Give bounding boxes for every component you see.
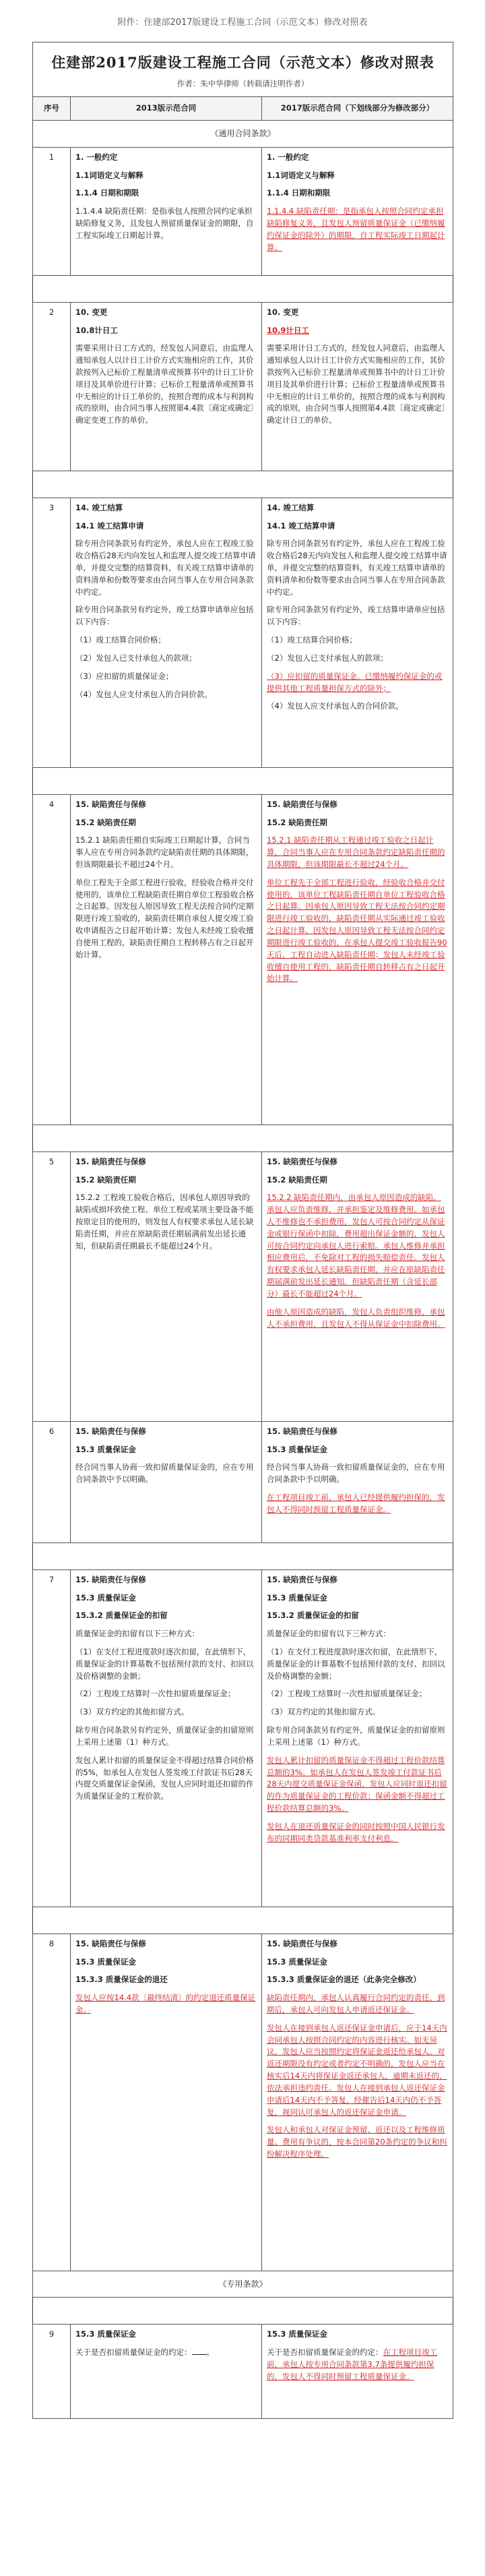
clause-heading: 15. 缺陷责任与保修 <box>267 1156 337 1166</box>
clause-heading: 15.3 质量保证金 <box>75 1444 136 1454</box>
row-number: 8 <box>33 1934 71 2271</box>
modified-clause-text: 1.1.4.4 缺陷责任期：是指承包人按照合同约定承担缺陷修复义务，且发包人预留质量保证金（已缴纳履约保证金的除外）的期限，自工程实际竣工日期起计算。 <box>267 206 445 252</box>
clause-text: 发包人累计扣留的质量保证金不得超过结算合同价格的5%，如承包人在发包人签发竣工付款证书后28天内提交质量保证金保函，发包人应同时退还扣留的作为质量保证金的工程价款。 <box>75 1755 254 1801</box>
clause-heading: 15. 缺陷责任与保修 <box>267 1574 337 1584</box>
table-row <box>33 498 453 767</box>
clause-heading: 15.2 缺陷责任期 <box>75 817 136 827</box>
cell-2013 <box>71 1569 262 1907</box>
cell-2013 <box>71 1151 262 1421</box>
cell-2013 <box>71 1934 262 2271</box>
clause-text: （2）发包人已支付承包人的款项； <box>75 653 197 663</box>
clause-text: 质量保证金的扣留有以下三种方式： <box>267 1629 391 1639</box>
clause-text: （1）在支付工程进度款时逐次扣留，在此情形下，质量保证金的计算基数不包括预付款的支付、扣回以及价格调整的金额； <box>267 1647 445 1681</box>
modified-clause-text: 在工程项目竣工前，承包人按专用合同条款第3.7条提供履约担保的，发包人不得同时预留工程质量保证金。 <box>267 2347 437 2381</box>
clause-heading: 15. 缺陷责任与保修 <box>75 1156 146 1166</box>
clause-heading: 15.3.2 质量保证金的扣留 <box>75 1611 168 1621</box>
clause-text: 经合同当事人协商一致扣留质量保证金的，应在专用合同条款中予以明确。 <box>267 1462 445 1485</box>
row-number: 5 <box>33 1151 71 1421</box>
modified-clause-text: （3）应扣留的质量保证金。已缴纳履约保证金的或提供其他工程质量担保方式的除外； <box>267 671 443 693</box>
clause-text: 单位工程先于全部工程进行验收，经验收合格并交付使用的，该单位工程缺陷责任期自单位工程验收合格之日起算。因发包人原因导致工程无法按合同约定期限进行竣工验收的，缺陷责任期自承包人提交竣工验收申请报告之日起开始计算；发包人未经竣工验收擅自使用工程的，缺陷责任期自工程转移占有之日起开始计算。 <box>75 877 254 959</box>
cell-2017 <box>262 2325 453 2419</box>
clause-heading: 15. 缺陷责任与保修 <box>75 1938 146 1948</box>
clause-text: 15.2.1 缺陷责任期自实际竣工日期起计算，合同当事人应在专用合同条款约定缺陷责任期的具体期限，但该期限最长不超过24个月。 <box>75 835 254 870</box>
clause-heading: 15.3.2 质量保证金的扣留 <box>267 1611 359 1621</box>
clause-heading: 15. 缺陷责任与保修 <box>267 1938 337 1948</box>
clause-heading: 10. 变更 <box>267 307 299 317</box>
clause-heading: 10. 变更 <box>75 307 108 317</box>
modified-clause-text: 由他人原因造成的缺陷，发包人负责组织维修，承包人不承担费用，且发包人不得从保证金中扣除费用。 <box>267 1307 445 1329</box>
cell-2013 <box>71 498 262 767</box>
modified-clause-text: 15.2.1 缺陷责任期从工程通过竣工验收之日起计算，合同当事人应在专用合同条款约定缺陷责任期的具体期限，但该期限最长不超过24个月。 <box>267 835 445 870</box>
clause-heading: 15.2 缺陷责任期 <box>75 1174 136 1185</box>
table-row <box>33 1934 453 2271</box>
cell-2017 <box>262 147 453 275</box>
cell-2017 <box>262 1151 453 1421</box>
cell-2013 <box>71 2325 262 2419</box>
clause-text-body: 关于是否扣留质量保证金的约定： <box>75 2347 192 2358</box>
modified-clause-text: 缺陷责任期内，承包人认真履行合同约定的责任，到期后，承包人可向发包人申请返还保证金。 <box>267 1993 445 2015</box>
row-number: 3 <box>33 498 71 767</box>
clause-text-body: 关于是否扣留质量保证金的约定： <box>267 2347 383 2358</box>
clause-heading: 15.3 质量保证金 <box>267 2329 327 2339</box>
table-row <box>33 794 453 1125</box>
modified-clause-text: 发包人和承包人对保证金预留、返还以及工程维修质量、费用有争议的，按本合同第20条约定的争议和纠纷解决程序处理。 <box>267 2125 447 2159</box>
clause-heading: 15.3 质量保证金 <box>267 1444 327 1454</box>
deleted-clause-text: 发包人应按14.4款〔最终结清〕的约定退还质量保证金。 <box>75 1993 256 2015</box>
cell-2017 <box>262 1569 453 1907</box>
cell-2013 <box>71 794 262 1125</box>
clause-heading: 14.1 竣工结算申请 <box>267 520 335 531</box>
clause-text: （2）发包人已支付承包人的款项； <box>267 653 388 663</box>
clause-heading: 1. 一般约定 <box>267 152 309 162</box>
row-number: 7 <box>33 1569 71 1907</box>
column-header-2013: 2013版示范合同 <box>71 97 262 121</box>
cell-2013 <box>71 147 262 275</box>
clause-heading: 1.1词语定义与解释 <box>267 170 335 180</box>
clause-text: 15.2.2 工程竣工验收合格后，因承包人原因导致的缺陷或损坏致使工程、单位工程或某项主要设备不能按原定目的使用的，则发包人有权要求承包人延长缺陷责任期，并应在原缺陷责任期届满前发出延长通知，但缺陷责任期最长不能超过24个月。 <box>75 1193 254 1251</box>
cell-2017 <box>262 794 453 1125</box>
clause-heading: 1.1.4 日期和期限 <box>75 188 139 198</box>
clause-text: 除专用合同条款另有约定外，质量保证金的扣留原则上采用上述第（1）种方式。 <box>267 1725 445 1747</box>
column-header-2017: 2017版示范合同（下划线部分为修改部分） <box>262 97 453 121</box>
clause-heading: 15.3.3 质量保证金的退还 <box>75 1975 168 1985</box>
clause-text <box>267 2347 448 2383</box>
clause-text: （1）竣工结算合同价格； <box>75 635 166 645</box>
table-row <box>33 1151 453 1421</box>
clause-text: 关于是否扣留质量保证金的约定： 。 <box>75 2347 214 2358</box>
comparison-table <box>32 42 453 2419</box>
clause-heading: 1. 一般约定 <box>75 152 118 162</box>
clause-text: 需要采用计日工方式的，经发包人同意后，由监理人通知承包人以计日工计价方式实施相应的工作，其价款按列入已标价工程量清单或预算书中的计日工计价项目及其单价进行计算；已标价工程量清单或预算书中无相应的计日工单价的，按照合理的成本与利润构成的原则，由合同当事人按照第4.4款〔商定或确定〕确定变更工作的单价。 <box>75 343 255 425</box>
clause-text: 经合同当事人协商一致扣留质量保证金的，应在专用合同条款中予以明确。 <box>75 1462 254 1485</box>
clause-text: 需要采用计日工方式的，经发包人同意后，由监理人通知承包人以计日工计价方式实施相应的工作，其价款按列入已标价工程量清单或预算书中的计日工计价项目及其单价进行计算；已标价工程量清单或预算书中无相应的计日工单价的，按照合理的成本与利润构成的原则，由合同当事人按照第4.4款〔商定或确定〕确定计日工的单价。 <box>267 343 446 425</box>
cell-2017 <box>262 1421 453 1542</box>
clause-heading: 15.3 质量保证金 <box>75 1592 136 1602</box>
modified-clause-text: 15.2.2 缺陷责任期内，由承包人原因造成的缺陷，承包人应负责维修，并承担鉴定及维修费用。如承包人不维修也不承担费用，发包人可按合同约定从保证金或银行保函中扣除，费用超出保证金额的，发包人可按合同约定向承包人进行索赔。承包人维修并承担相应费用后，不免除对工程的损失赔偿责任。发包人有权要求承包人延长缺陷责任期，并应在原缺陷责任期届满前发出延长通知。但缺陷责任期（含延长部分）最长不能超过24个月。 <box>267 1193 445 1298</box>
clause-heading: 10.8计日工 <box>75 325 118 335</box>
clause-text: 除专用合同条款另有约定外，质量保证金的扣留原则上采用上述第（1）种方式。 <box>75 1725 254 1747</box>
clause-text: 除专用合同条款另有约定外，竣工结算申请单应包括以下内容： <box>267 605 445 627</box>
clause-heading: 14.1 竣工结算申请 <box>75 520 144 531</box>
clause-text: （2）工程竣工结算时一次性扣留质量保证金； <box>75 1689 236 1699</box>
section-general-terms: 《通用合同条款》 <box>33 121 453 148</box>
clause-text: 除专用合同条款另有约定外，承包人应在工程竣工验收合格后28天内向发包人和监理人提交竣工结算申请单，并提交完整的结算资料，有关竣工结算申请单的资料清单和份数等要求由合同当事人在专用合同条款中约定。 <box>267 539 447 597</box>
clause-heading: 15. 缺陷责任与保修 <box>75 1426 146 1436</box>
clause-heading: 15.3 质量保证金 <box>267 1956 327 1967</box>
clause-text: （2）工程竣工结算时一次性扣留质量保证金； <box>267 1689 427 1699</box>
clause-text: （1）竣工结算合同价格； <box>267 635 357 645</box>
clause-heading: 15.3 质量保证金 <box>75 2329 136 2339</box>
clause-text: 1.1.4.4 缺陷责任期：是指承包人按照合同约定承担缺陷修复义务，且发包人预留质量保证金的期限，自工程实际竣工日期起计算。 <box>75 206 254 240</box>
row-number: 2 <box>33 302 71 471</box>
table-row <box>33 302 453 471</box>
page-header <box>0 0 485 40</box>
comparison-document <box>32 42 453 2419</box>
row-number: 1 <box>33 147 71 275</box>
clause-heading: 1.1.4 日期和期限 <box>267 188 331 198</box>
section-special-terms: 《专用条款》 <box>33 2271 453 2298</box>
clause-heading: 15. 缺陷责任与保修 <box>267 799 337 809</box>
table-row <box>33 1421 453 1542</box>
clause-text: 除专用合同条款另有约定外，承包人应在工程竣工验收合格后28天内向发包人和监理人提交竣工结算申请单，并提交完整的结算资料，有关竣工结算申请单的资料清单和份数等要求由合同当事人在专用合同条款中约定。 <box>75 539 256 597</box>
column-header-no: 序号 <box>33 97 71 121</box>
clause-text: 质量保证金的扣留有以下三种方式： <box>75 1629 199 1639</box>
clause-heading: 1.1词语定义与解释 <box>75 170 143 180</box>
clause-heading: 15. 缺陷责任与保修 <box>267 1426 337 1436</box>
clause-text: （3）应扣留的质量保证金； <box>75 671 174 681</box>
clause-text: （4）发包人应支付承包人的合同价款。 <box>75 689 212 699</box>
fill-in-blank <box>192 2347 207 2355</box>
cell-2013 <box>71 1421 262 1542</box>
clause-text: （3）双方约定的其他扣留方式。 <box>267 1707 381 1717</box>
modified-clause-text: 发包人累计扣留的质量保证金不得超过工程价款结算总额的3%。如承包人在发包人签发竣工付款证书后28天内提交质量保证金保函，发包人应同时退还扣留的作为质量保证金的工程价款；保函金额不得超过工程价款结算总额的3%。 <box>267 1755 447 1813</box>
row-number: 4 <box>33 794 71 1125</box>
author-line: 作者：朱中华律师（转载请注明作者） <box>33 76 453 97</box>
clause-text: （1）在支付工程进度款时逐次扣留，在此情形下，质量保证金的计算基数不包括预付款的支付、扣回以及价格调整的金额； <box>75 1647 254 1681</box>
clause-heading: 14. 竣工结算 <box>267 502 315 512</box>
clause-heading: 15.3 质量保证金 <box>75 1956 136 1967</box>
modified-clause-heading: 10.9计日工 <box>267 325 309 335</box>
modified-clause-text: 发包人在接到承包人返还保证金申请后，应于14天内会同承包人按照合同约定的内容进行核实。如无异议，发包人应当按照约定将保证金返还给承包人。对返还期限没有约定或者约定不明确的，发包人应当在核实后14天内将保证金返还承包人，逾期未返还的，依法承担违约责任。发包人在接到承包人返还保证金申请后14天内不予答复，经催告后14天内仍不予答复，视同认可承包人的返还保证金申请。 <box>267 2023 447 2117</box>
clause-heading: 15.2 缺陷责任期 <box>267 817 327 827</box>
table-row <box>33 147 453 275</box>
clause-heading: 15. 缺陷责任与保修 <box>75 799 146 809</box>
row-number: 6 <box>33 1421 71 1542</box>
cell-2017 <box>262 302 453 471</box>
clause-text: （3）双方约定的其他扣留方式。 <box>75 1707 189 1717</box>
table-row <box>33 1569 453 1907</box>
document-title: 住建部2017版建设工程施工合同（示范文本）修改对照表 <box>51 54 434 71</box>
clause-text: 除专用合同条款另有约定外，竣工结算申请单应包括以下内容： <box>75 605 254 627</box>
clause-text: （4）发包人应支付承包人的合同价款。 <box>267 701 403 711</box>
clause-heading: 15.3 质量保证金 <box>267 1592 327 1602</box>
clause-heading: 14. 竣工结算 <box>75 502 123 512</box>
clause-heading: 15. 缺陷责任与保修 <box>75 1574 146 1584</box>
modified-clause-text: 单位工程先于全部工程进行验收，经验收合格并交付使用的，该单位工程缺陷责任期自单位工程验收合格之日起算。因承包人原因导致工程无法按合同约定期限进行竣工验收的，缺陷责任期从实际通过竣工验收之日起计算。因发包人原因导致工程无法按合同约定期限进行竣工验收的，在承包人提交竣工验收报告90天后，工程自动进入缺陷责任期；发包人未经竣工验收擅自使用工程的，缺陷责任期自转移占有之日起开始计算。 <box>267 877 447 984</box>
cell-2017 <box>262 498 453 767</box>
table-row <box>33 2325 453 2419</box>
modified-clause-text: 在工程项目竣工前，承包人已经提供履约担保的，发包人不得同时预留工程质量保证金。 <box>267 1493 445 1514</box>
cell-2013 <box>71 302 262 471</box>
appendix-line: 附件：住建部2017版建设工程施工合同（示范文本）修改对照表 <box>117 18 368 28</box>
cell-2017 <box>262 1934 453 2271</box>
row-number: 9 <box>33 2325 71 2419</box>
clause-heading: 15.2 缺陷责任期 <box>267 1174 327 1185</box>
modified-clause-text: 发包人在退还质量保证金的同时按照中国人民银行发布的同期同类贷款基准利率支付利息。 <box>267 1821 445 1843</box>
clause-heading: 15.3.3 质量保证金的退还（此条完全修改） <box>267 1975 421 1985</box>
